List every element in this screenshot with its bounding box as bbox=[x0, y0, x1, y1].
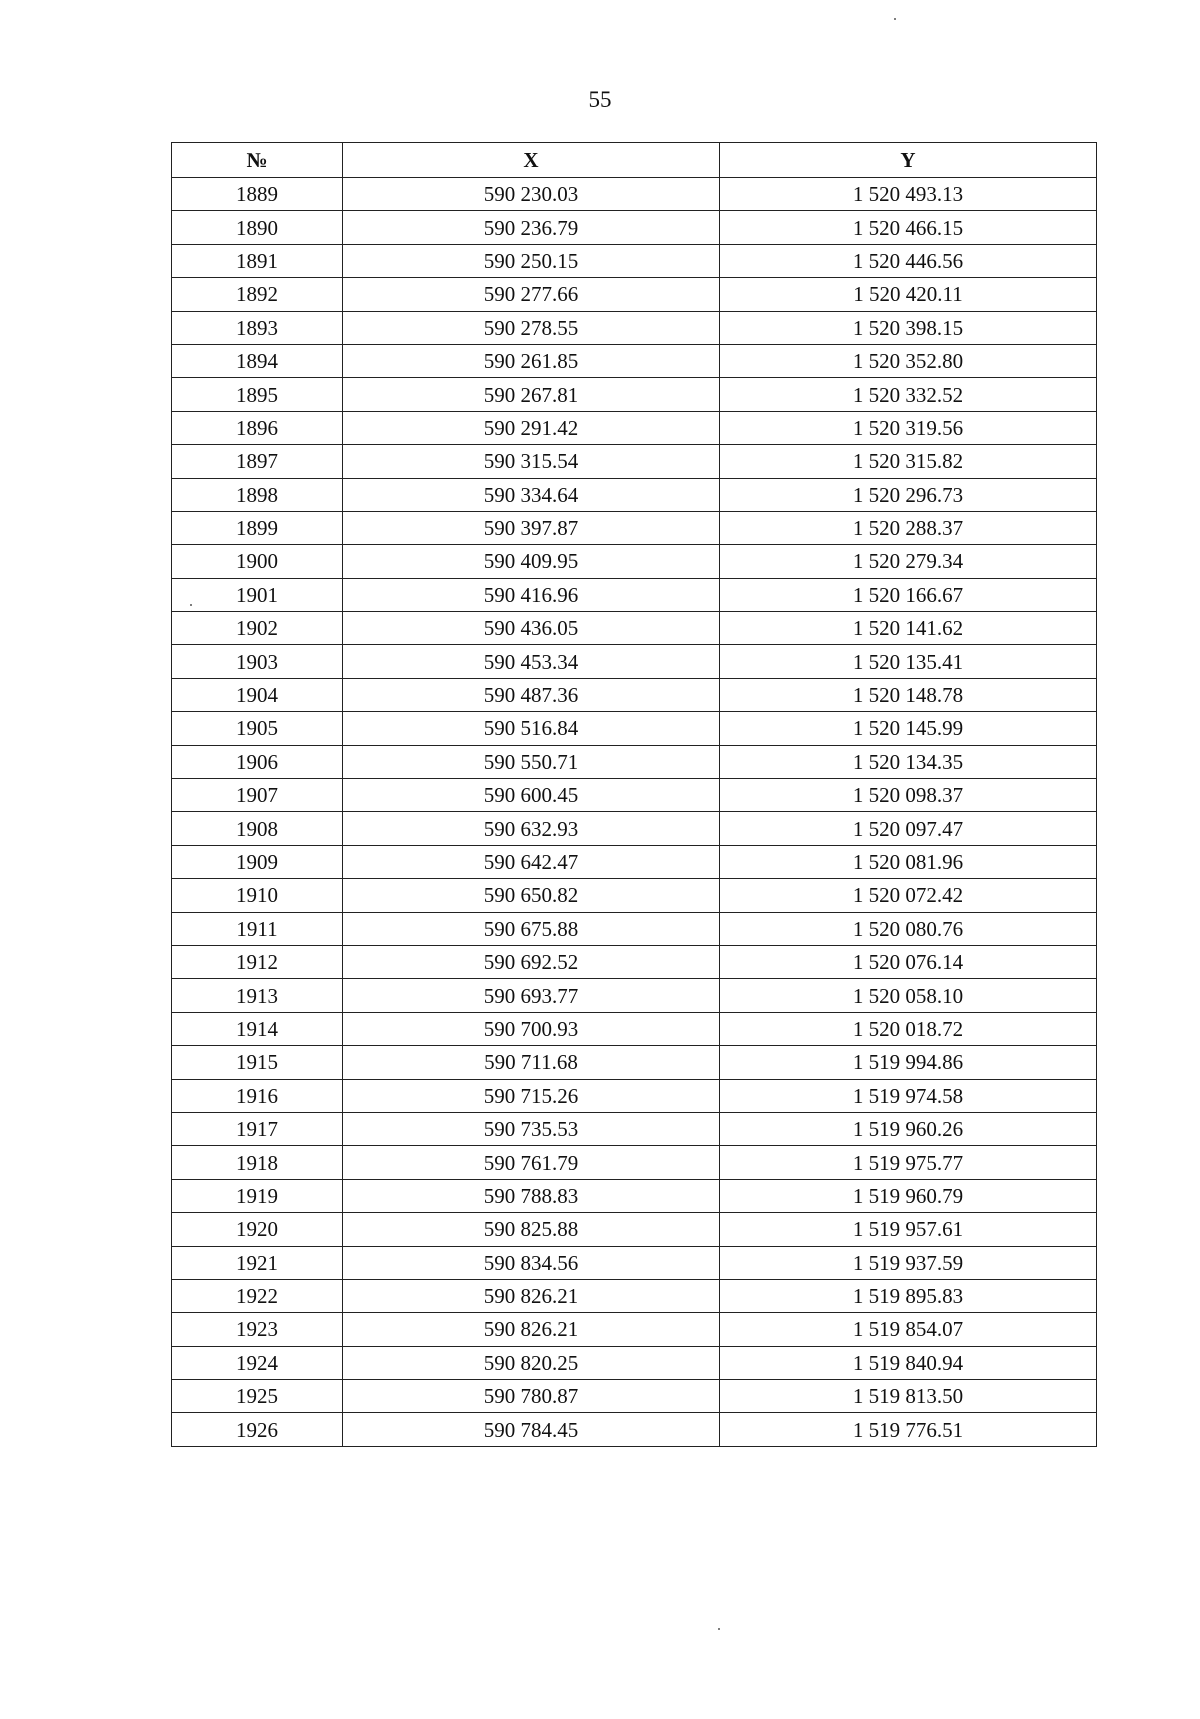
cell-x: 590 277.66 bbox=[343, 278, 720, 311]
cell-y: 1 519 895.83 bbox=[720, 1279, 1097, 1312]
cell-number: 1894 bbox=[172, 344, 343, 377]
table-row bbox=[172, 1179, 1097, 1212]
table-row bbox=[172, 178, 1097, 211]
cell-number: 1923 bbox=[172, 1313, 343, 1346]
cell-number: 1897 bbox=[172, 445, 343, 478]
cell-number: 1889 bbox=[172, 178, 343, 211]
table-body bbox=[172, 178, 1097, 1447]
cell-x: 590 761.79 bbox=[343, 1146, 720, 1179]
cell-y: 1 520 446.56 bbox=[720, 244, 1097, 277]
cell-x: 590 436.05 bbox=[343, 612, 720, 645]
cell-y: 1 520 332.52 bbox=[720, 378, 1097, 411]
page-number: 55 bbox=[588, 87, 612, 112]
table-row bbox=[172, 912, 1097, 945]
table-row bbox=[172, 1413, 1097, 1446]
cell-number: 1911 bbox=[172, 912, 343, 945]
table-row bbox=[172, 1112, 1097, 1145]
table-row bbox=[172, 1046, 1097, 1079]
table-row bbox=[172, 678, 1097, 711]
table-row bbox=[172, 445, 1097, 478]
cell-number: 1907 bbox=[172, 779, 343, 812]
cell-y: 1 519 813.50 bbox=[720, 1380, 1097, 1413]
cell-x: 590 315.54 bbox=[343, 445, 720, 478]
cell-number: 1898 bbox=[172, 478, 343, 511]
table-row bbox=[172, 211, 1097, 244]
cell-number: 1890 bbox=[172, 211, 343, 244]
cell-number: 1892 bbox=[172, 278, 343, 311]
table-row bbox=[172, 745, 1097, 778]
cell-y: 1 519 854.07 bbox=[720, 1313, 1097, 1346]
cell-x: 590 780.87 bbox=[343, 1380, 720, 1413]
table-row bbox=[172, 1146, 1097, 1179]
cell-y: 1 520 466.15 bbox=[720, 211, 1097, 244]
table-header-row bbox=[172, 143, 1097, 178]
cell-number: 1925 bbox=[172, 1380, 343, 1413]
table-row bbox=[172, 511, 1097, 544]
cell-y: 1 520 315.82 bbox=[720, 445, 1097, 478]
cell-x: 590 409.95 bbox=[343, 545, 720, 578]
cell-x: 590 291.42 bbox=[343, 411, 720, 444]
cell-y: 1 520 145.99 bbox=[720, 712, 1097, 745]
cell-x: 590 693.77 bbox=[343, 979, 720, 1012]
cell-number: 1915 bbox=[172, 1046, 343, 1079]
cell-x: 590 735.53 bbox=[343, 1112, 720, 1145]
cell-y: 1 520 134.35 bbox=[720, 745, 1097, 778]
table-row bbox=[172, 845, 1097, 878]
cell-number: 1909 bbox=[172, 845, 343, 878]
table-row bbox=[172, 478, 1097, 511]
cell-y: 1 519 840.94 bbox=[720, 1346, 1097, 1379]
cell-number: 1906 bbox=[172, 745, 343, 778]
cell-x: 590 600.45 bbox=[343, 779, 720, 812]
cell-y: 1 520 148.78 bbox=[720, 678, 1097, 711]
cell-y: 1 519 975.77 bbox=[720, 1146, 1097, 1179]
table-row bbox=[172, 411, 1097, 444]
cell-number: 1905 bbox=[172, 712, 343, 745]
cell-number: 1926 bbox=[172, 1413, 343, 1446]
table-row bbox=[172, 1012, 1097, 1045]
cell-x: 590 261.85 bbox=[343, 344, 720, 377]
cell-x: 590 267.81 bbox=[343, 378, 720, 411]
cell-x: 590 236.79 bbox=[343, 211, 720, 244]
table-row bbox=[172, 244, 1097, 277]
cell-x: 590 416.96 bbox=[343, 578, 720, 611]
cell-number: 1901 bbox=[172, 578, 343, 611]
table-row bbox=[172, 1380, 1097, 1413]
scan-speck bbox=[190, 604, 192, 606]
cell-number: 1922 bbox=[172, 1279, 343, 1312]
cell-y: 1 519 776.51 bbox=[720, 1413, 1097, 1446]
cell-x: 590 711.68 bbox=[343, 1046, 720, 1079]
cell-number: 1902 bbox=[172, 612, 343, 645]
scan-speck bbox=[718, 1628, 720, 1630]
cell-x: 590 516.84 bbox=[343, 712, 720, 745]
cell-number: 1896 bbox=[172, 411, 343, 444]
cell-y: 1 520 081.96 bbox=[720, 845, 1097, 878]
cell-y: 1 520 288.37 bbox=[720, 511, 1097, 544]
table-row bbox=[172, 779, 1097, 812]
table-row bbox=[172, 945, 1097, 978]
cell-y: 1 520 141.62 bbox=[720, 612, 1097, 645]
cell-y: 1 520 018.72 bbox=[720, 1012, 1097, 1045]
cell-number: 1916 bbox=[172, 1079, 343, 1112]
cell-y: 1 520 135.41 bbox=[720, 645, 1097, 678]
cell-x: 590 700.93 bbox=[343, 1012, 720, 1045]
table-row bbox=[172, 879, 1097, 912]
cell-number: 1891 bbox=[172, 244, 343, 277]
cell-x: 590 715.26 bbox=[343, 1079, 720, 1112]
cell-x: 590 550.71 bbox=[343, 745, 720, 778]
table-row bbox=[172, 612, 1097, 645]
cell-number: 1920 bbox=[172, 1213, 343, 1246]
cell-y: 1 520 398.15 bbox=[720, 311, 1097, 344]
cell-y: 1 519 974.58 bbox=[720, 1079, 1097, 1112]
cell-number: 1903 bbox=[172, 645, 343, 678]
cell-y: 1 520 279.34 bbox=[720, 545, 1097, 578]
cell-y: 1 520 080.76 bbox=[720, 912, 1097, 945]
cell-number: 1908 bbox=[172, 812, 343, 845]
cell-y: 1 519 937.59 bbox=[720, 1246, 1097, 1279]
cell-y: 1 519 960.26 bbox=[720, 1112, 1097, 1145]
cell-y: 1 520 352.80 bbox=[720, 344, 1097, 377]
cell-number: 1919 bbox=[172, 1179, 343, 1212]
cell-x: 590 278.55 bbox=[343, 311, 720, 344]
cell-x: 590 784.45 bbox=[343, 1413, 720, 1446]
cell-number: 1900 bbox=[172, 545, 343, 578]
cell-x: 590 250.15 bbox=[343, 244, 720, 277]
cell-y: 1 519 994.86 bbox=[720, 1046, 1097, 1079]
cell-y: 1 520 058.10 bbox=[720, 979, 1097, 1012]
scan-speck bbox=[894, 18, 896, 20]
cell-x: 590 650.82 bbox=[343, 879, 720, 912]
cell-number: 1912 bbox=[172, 945, 343, 978]
cell-number: 1910 bbox=[172, 879, 343, 912]
cell-x: 590 692.52 bbox=[343, 945, 720, 978]
table-row bbox=[172, 545, 1097, 578]
coordinates-table bbox=[171, 142, 1097, 1447]
cell-x: 590 453.34 bbox=[343, 645, 720, 678]
cell-x: 590 820.25 bbox=[343, 1346, 720, 1379]
table-row bbox=[172, 712, 1097, 745]
cell-x: 590 632.93 bbox=[343, 812, 720, 845]
cell-y: 1 520 076.14 bbox=[720, 945, 1097, 978]
table-row bbox=[172, 311, 1097, 344]
cell-y: 1 520 493.13 bbox=[720, 178, 1097, 211]
cell-number: 1893 bbox=[172, 311, 343, 344]
cell-y: 1 520 098.37 bbox=[720, 779, 1097, 812]
cell-y: 1 520 319.56 bbox=[720, 411, 1097, 444]
table-row bbox=[172, 1079, 1097, 1112]
cell-x: 590 675.88 bbox=[343, 912, 720, 945]
table-row bbox=[172, 344, 1097, 377]
cell-number: 1913 bbox=[172, 979, 343, 1012]
cell-number: 1914 bbox=[172, 1012, 343, 1045]
cell-x: 590 788.83 bbox=[343, 1179, 720, 1212]
table-row bbox=[172, 1279, 1097, 1312]
cell-number: 1924 bbox=[172, 1346, 343, 1379]
table-row bbox=[172, 1246, 1097, 1279]
cell-number: 1917 bbox=[172, 1112, 343, 1145]
cell-x: 590 397.87 bbox=[343, 511, 720, 544]
header-y: Y bbox=[720, 143, 1097, 178]
cell-y: 1 520 072.42 bbox=[720, 879, 1097, 912]
cell-x: 590 826.21 bbox=[343, 1279, 720, 1312]
cell-x: 590 230.03 bbox=[343, 178, 720, 211]
cell-x: 590 642.47 bbox=[343, 845, 720, 878]
cell-x: 590 487.36 bbox=[343, 678, 720, 711]
table-row bbox=[172, 1213, 1097, 1246]
table-row bbox=[172, 278, 1097, 311]
cell-y: 1 519 957.61 bbox=[720, 1213, 1097, 1246]
cell-y: 1 520 296.73 bbox=[720, 478, 1097, 511]
header-number: № bbox=[172, 143, 343, 178]
table-row bbox=[172, 378, 1097, 411]
table-row bbox=[172, 1313, 1097, 1346]
cell-number: 1918 bbox=[172, 1146, 343, 1179]
cell-x: 590 825.88 bbox=[343, 1213, 720, 1246]
cell-number: 1899 bbox=[172, 511, 343, 544]
cell-number: 1904 bbox=[172, 678, 343, 711]
cell-number: 1921 bbox=[172, 1246, 343, 1279]
table-row bbox=[172, 578, 1097, 611]
table-row bbox=[172, 979, 1097, 1012]
cell-x: 590 834.56 bbox=[343, 1246, 720, 1279]
cell-y: 1 519 960.79 bbox=[720, 1179, 1097, 1212]
table-row bbox=[172, 1346, 1097, 1379]
header-x: X bbox=[343, 143, 720, 178]
cell-y: 1 520 097.47 bbox=[720, 812, 1097, 845]
cell-number: 1895 bbox=[172, 378, 343, 411]
cell-y: 1 520 420.11 bbox=[720, 278, 1097, 311]
cell-x: 590 826.21 bbox=[343, 1313, 720, 1346]
cell-y: 1 520 166.67 bbox=[720, 578, 1097, 611]
table-row bbox=[172, 812, 1097, 845]
table-row bbox=[172, 645, 1097, 678]
cell-x: 590 334.64 bbox=[343, 478, 720, 511]
